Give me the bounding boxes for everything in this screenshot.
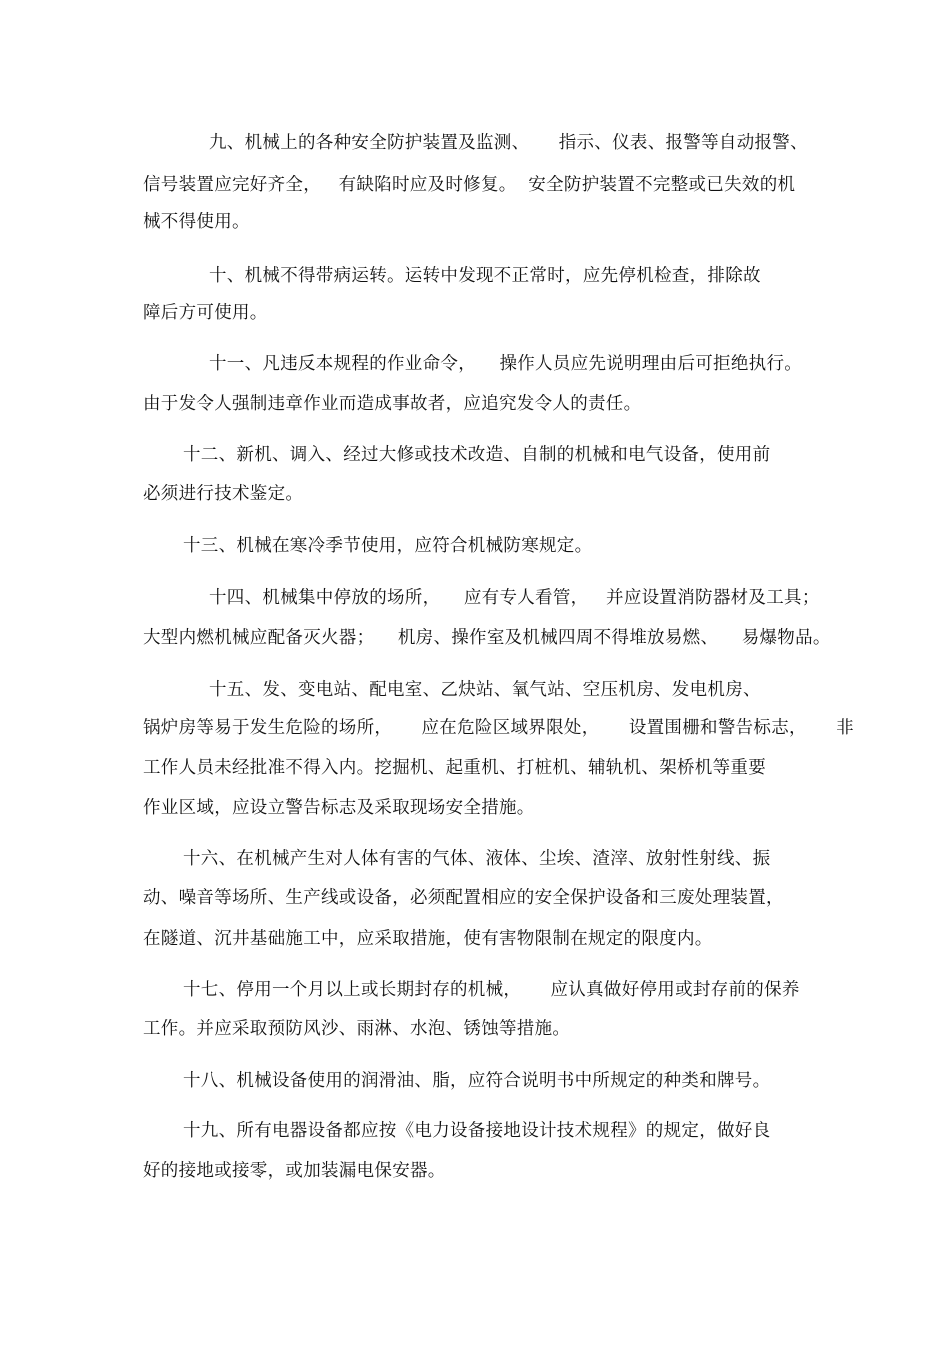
paragraph-11-line-1: 十一、凡违反本规程的作业命令， 操作人员应先说明理由后可拒绝执行。 [209, 354, 803, 374]
paragraph-12-line-2: 必须进行技术鉴定。 [143, 484, 304, 504]
paragraph-15-line-2: 锅炉房等易于发生危险的场所， 应在危险区域界限处， 设置围栅和警告标志， 非 [143, 718, 854, 738]
paragraph-16-line-3: 在隧道、沉井基础施工中，应采取措施，使有害物限制在规定的限度内。 [143, 929, 713, 949]
paragraph-11-line-2: 由于发令人强制违章作业而造成事故者，应追究发令人的责任。 [143, 394, 642, 414]
paragraph-15-line-3: 工作人员未经批准不得入内。挖掘机、起重机、打桩机、辅轨机、架桥机等重要 [143, 758, 766, 778]
paragraph-14-line-1: 十四、机械集中停放的场所， 应有专人看管， 并应设置消防器材及工具； [209, 588, 820, 608]
paragraph-10-line-1: 十、机械不得带病运转。运转中发现不正常时，应先停机检查，排除故 [209, 266, 761, 286]
paragraph-9-line-1: 九、机械上的各种安全防护装置及监测、 指示、仪表、报警等自动报警、 [209, 133, 808, 153]
paragraph-9-line-3: 械不得使用。 [143, 212, 250, 232]
paragraph-18-line-1: 十八、机械设备使用的润滑油、脂，应符合说明书中所规定的种类和牌号。 [183, 1071, 771, 1091]
paragraph-19-line-2: 好的接地或接零，或加装漏电保安器。 [143, 1161, 446, 1181]
paragraph-15-line-4: 作业区域，应设立警告标志及采取现场安全措施。 [143, 798, 535, 818]
paragraph-10-line-2: 障后方可使用。 [143, 303, 268, 323]
paragraph-17-line-2: 工作。并应采取预防风沙、雨淋、水泡、锈蚀等措施。 [143, 1019, 571, 1039]
paragraph-19-line-1: 十九、所有电器设备都应按《电力设备接地设计技术规程》的规定，做好良 [183, 1121, 771, 1141]
paragraph-15-line-1: 十五、发、变电站、配电室、乙炔站、氧气站、空压机房、发电机房、 [209, 680, 761, 700]
paragraph-16-line-1: 十六、在机械产生对人体有害的气体、液体、尘埃、渣滓、放射性射线、振 [183, 849, 771, 869]
paragraph-9-line-2: 信号装置应完好齐全， 有缺陷时应及时修复。 安全防护装置不完整或已失效的机 [143, 175, 796, 195]
paragraph-12-line-1: 十二、新机、调入、经过大修或技术改造、自制的机械和电气设备，使用前 [183, 445, 771, 465]
paragraph-13-line-1: 十三、机械在寒冷季节使用，应符合机械防寒规定。 [183, 536, 593, 556]
paragraph-14-line-2: 大型内燃机械应配备灭火器； 机房、操作室及机械四周不得堆放易燃、 易爆物品。 [143, 628, 831, 648]
paragraph-16-line-2: 动、噪音等场所、生产线或设备，必须配置相应的安全保护设备和三废处理装置， [143, 888, 784, 908]
paragraph-17-line-1: 十七、停用一个月以上或长期封存的机械， 应认真做好停用或封存前的保养 [183, 980, 800, 1000]
